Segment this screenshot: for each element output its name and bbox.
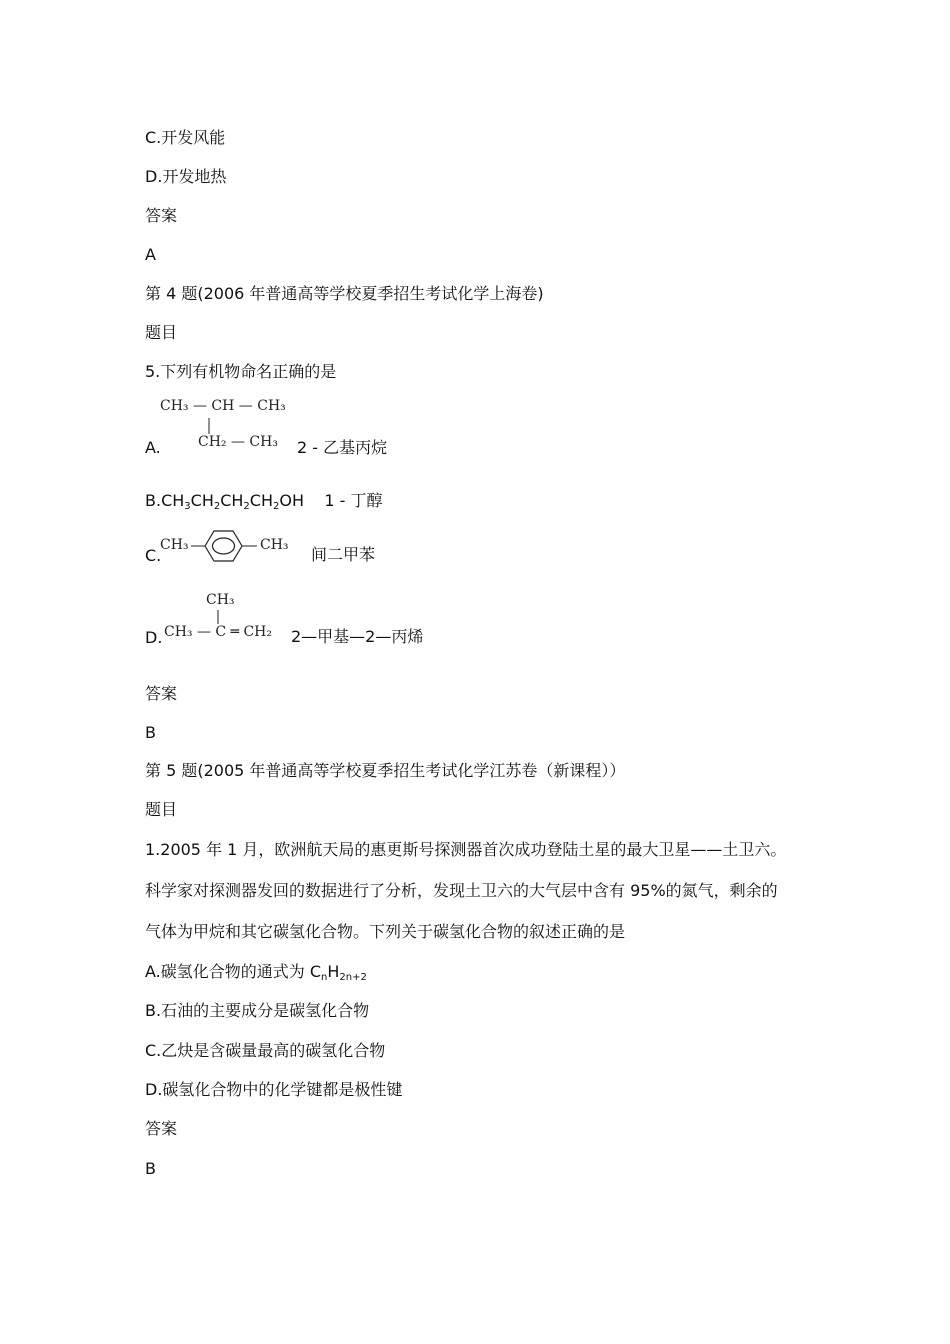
q4-option-a-name: 2 - 乙基丙烷 [297,438,388,457]
q5-stem-line3: 气体为甲烷和其它碳氢化合物。下列关于碳氢化合物的叙述正确的是 [145,922,626,941]
q4-option-a-struct-top: CH₃ — CH — CH₃ [160,398,286,414]
q5-option-c: C.乙炔是含碳量最高的碳氢化合物 [145,1041,386,1060]
q4-option-c-structure [160,528,300,564]
q5-heading: 第 5 题(2005 年普通高等学校夏季招生考试化学江苏卷（新课程）） [145,761,626,780]
q5-stem-line2: 科学家对探测器发回的数据进行了分析，发现土卫六的大气层中含有 95%的氮气，剩余的 [145,881,778,900]
q3-option-c: C.开发风能 [145,128,226,147]
q3-answer: A [145,245,156,264]
q4-option-a-structure [160,398,290,458]
q3-answer-label: 答案 [145,206,178,225]
q4-option-c-right-group: CH₃ [260,537,289,553]
q4-option-d-top-group: CH₃ [206,592,235,608]
q4-option-a-struct-bottom: CH₂ — CH₃ [198,434,278,450]
q4-heading: 第 4 题(2006 年普通高等学校夏季招生考试化学上海卷) [145,284,544,303]
q4-option-d-letter: D. [145,628,163,647]
q4-stem-label: 题目 [145,323,178,342]
q4-stem: 5.下列有机物命名正确的是 [145,362,337,381]
q4-option-d-main-chain: CH₃ — C ═ CH₂ [164,624,273,640]
q5-answer: B [145,1159,156,1178]
q4-answer: B [145,723,156,742]
q4-option-d-structure [164,592,284,648]
q5-option-d: D.碳氢化合物中的化学键都是极性键 [145,1080,403,1099]
q5-option-a: A.碳氢化合物的通式为 $C_nH_{2n+2}$ [145,962,367,983]
q4-option-c-letter: C. [145,546,162,565]
q4-option-c-name: 间二甲苯 [311,545,376,564]
q4-option-c-left-group: CH₃ [160,537,189,553]
q5-stem-label: 题目 [145,800,178,819]
q4-option-a-letter: A. [145,438,161,457]
q5-answer-label: 答案 [145,1119,178,1138]
q4-option-b-name: 1 - 丁醇 [324,491,383,510]
q4-option-b: $B.CH_3CH_2CH_2CH_2OH$ 1 - 丁醇 [145,491,383,512]
q5-stem-line1: 1.2005 年 1 月，欧洲航天局的惠更斯号探测器首次成功登陆土星的最大卫星——土卫六。 [145,840,787,859]
q4-answer-label: 答案 [145,684,178,703]
q3-option-d: D.开发地热 [145,167,227,186]
q5-option-a-prefix: A.碳氢化合物的通式为 C [145,962,322,981]
q4-option-d-name: 2—甲基—2—丙烯 [291,627,424,646]
q4-option-b-prefix: B.CH [145,491,185,510]
q5-option-b: B.石油的主要成分是碳氢化合物 [145,1001,370,1020]
